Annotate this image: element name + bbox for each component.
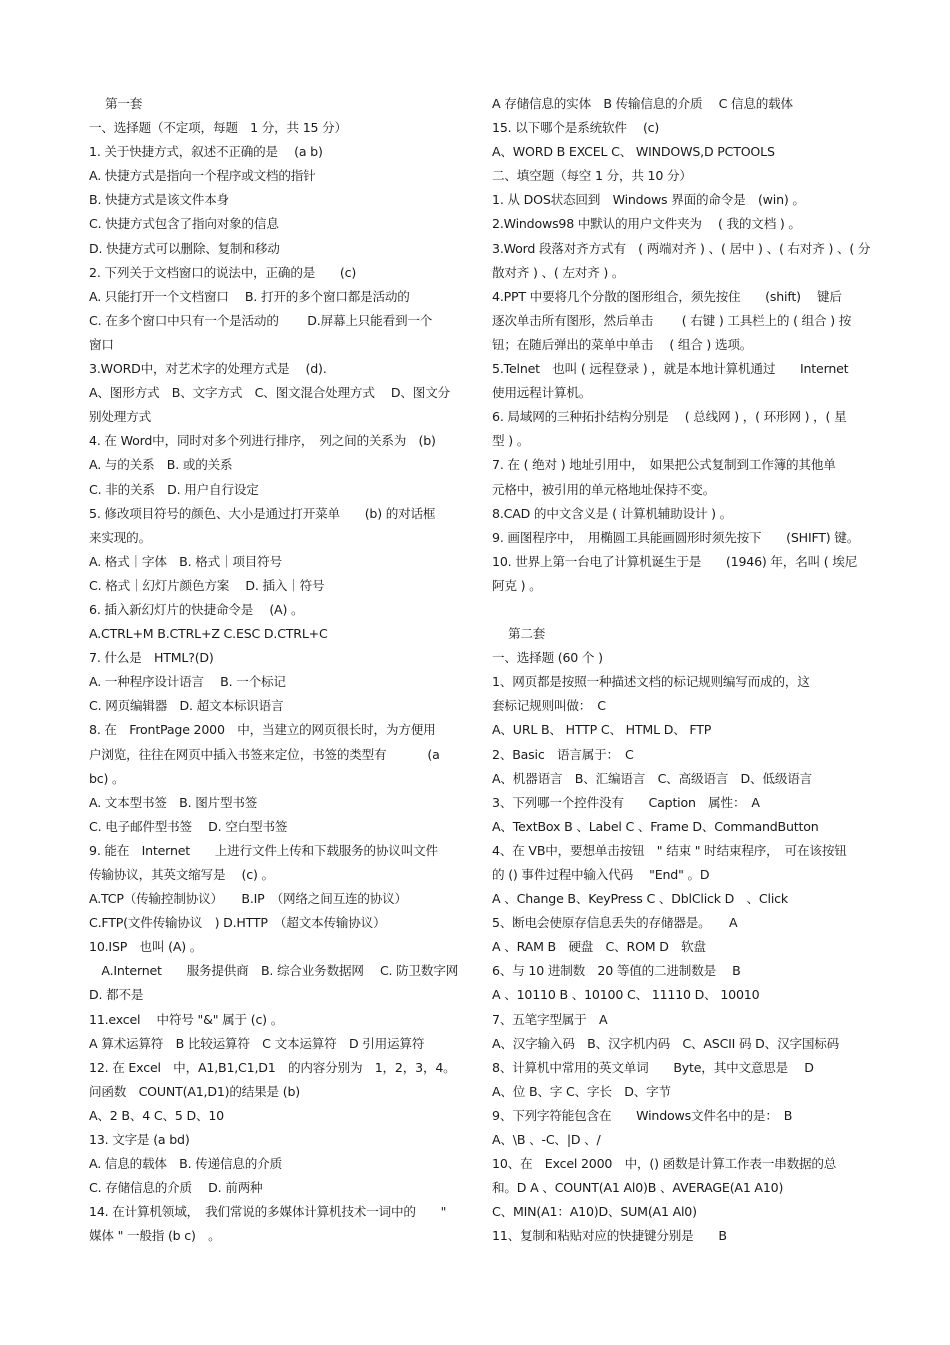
text-line: A、位 B、字 C、字长 D、字节 — [492, 1083, 671, 1099]
text-line: A. 格式｜字体 B. 格式｜项目符号 — [89, 553, 282, 569]
text-line: 5.Telnet 也叫 ( 远程登录 ) ，就是本地计算机通过 Internet — [492, 361, 849, 377]
text-line: 9. 能在 Internet 上进行文件上传和下载服务的协议叫文件 — [89, 842, 438, 858]
text-line: 2.Windows98 中默认的用户文件夹为 ( 我的文档 ) 。 — [492, 216, 801, 232]
text-line: C. 电子邮件型书签 D. 空白型书签 — [89, 818, 288, 834]
text-line: A 、RAM B 硬盘 C、ROM D 软盘 — [492, 939, 706, 955]
text-line: A.TCP（传输控制协议） B.IP （网络之间互连的协议） — [89, 891, 407, 907]
text-line: 2、Basic 语言属于： C — [492, 746, 634, 762]
text-line: 媒体 " 一般指 (b c) 。 — [89, 1228, 221, 1244]
text-line: 7、五笔字型属于 A — [492, 1011, 608, 1027]
text-line: 一、选择题 (60 个 ) — [492, 650, 603, 666]
text-line: 10.ISP 也叫 (A) 。 — [89, 939, 203, 955]
text-line: A 存储信息的实体 B 传输信息的介质 C 信息的载体 — [492, 96, 793, 111]
text-line: D. 快捷方式可以删除、复制和移动 — [89, 240, 280, 256]
text-line: C. 非的关系 D. 用户自行设定 — [89, 481, 259, 497]
text-line: C. 格式｜幻灯片颜色方案 D. 插入｜符号 — [89, 577, 325, 593]
text-line: C、MIN(A1：A10)D、SUM(A1 Al0) — [492, 1204, 697, 1220]
text-line: 窗口 — [89, 336, 114, 352]
text-line: A. 一种程序设计语言 B. 一个标记 — [89, 674, 286, 690]
text-line: A、2 B、4 C、5 D、10 — [89, 1107, 224, 1123]
text-line: C. 在多个窗口中只有一个是活动的 D.屏幕上只能看到一个 — [89, 312, 433, 328]
text-line: 使用远程计算机。 — [492, 385, 592, 401]
text-line: 1. 从 DOS状态回到 Windows 界面的命令是 (win) 。 — [492, 192, 805, 208]
text-line: 5. 修改项目符号的颜色、大小是通过打开菜单 (b) 的对话框 — [89, 505, 436, 521]
text-line: A. 信息的载体 B. 传递信息的介质 — [89, 1156, 282, 1172]
right-column — [492, 92, 871, 1249]
text-line: 逐次单击所有图形，然后单击 ( 右键 ) 工具栏上的 ( 组合 ) 按 — [492, 312, 852, 328]
text-line: 6. 插入新幻灯片的快捷命令是 (A) 。 — [89, 601, 304, 617]
text-line: 2. 下列关于文档窗口的说法中，正确的是 (c) — [89, 264, 357, 280]
text-line: 8、计算机中常用的英文单词 Byte，其中文意思是 D — [492, 1059, 814, 1075]
text-line: 一、选择题（不定项，每题 1 分，共 15 分） — [89, 120, 347, 136]
text-line: A、汉字输入码 B、汉字机内码 C、ASCII 码 D、汉字国标码 — [492, 1035, 840, 1051]
text-line: 7. 什么是 HTML?(D) — [89, 650, 214, 666]
text-line: 1、网页都是按照一种描述文档的标记规则编写而成的，这 — [492, 674, 810, 690]
text-line: A. 快捷方式是指向一个程序或文档的指针 — [89, 168, 316, 184]
text-line: 4. 在 Word中，同时对多个列进行排序， 列之间的关系为 (b) — [89, 433, 436, 449]
text-line: 7. 在 ( 绝对 ) 地址引用中， 如果把公式复制到工作簿的其他单 — [492, 457, 836, 473]
text-line: A. 与的关系 B. 或的关系 — [89, 457, 233, 473]
text-line: 问函数 COUNT(A1,D1)的结果是 (b) — [89, 1083, 300, 1099]
text-line: 4.PPT 中要将几个分散的图形组合，须先按住 (shift) 键后 — [492, 288, 842, 304]
text-line: 15. 以下哪个是系统软件 (c) — [492, 120, 660, 136]
text-line: 9、下列字符能包含在 Windows文件名中的是： B — [492, 1107, 793, 1123]
text-line: 6、与 10 进制数 20 等值的二进制数是 B — [492, 963, 741, 979]
text-line: 3.WORD中，对艺术字的处理方式是 (d). — [89, 361, 327, 377]
text-line: 9. 画图程序中， 用椭圆工具能画圆形时须先按下 (SHIFT) 键。 — [492, 529, 860, 545]
left-column — [89, 92, 465, 1249]
text-line: A.CTRL+M B.CTRL+Z C.ESC D.CTRL+C — [89, 626, 328, 642]
text-line: 6. 局域网的三种拓扑结构分别是 ( 总线网 ) ，( 环形网 ) ，( 星 — [492, 409, 847, 425]
text-line: 3、下列哪一个控件没有 Caption 属性： A — [492, 794, 760, 810]
text-line: 别处理方式 — [89, 409, 151, 425]
text-line: A. 文本型书签 B. 图片型书签 — [89, 794, 258, 810]
text-line: A、机器语言 B、汇编语言 C、高级语言 D、低级语言 — [492, 770, 813, 786]
text-line: 散对齐 ) 、( 左对齐 ) 。 — [492, 264, 625, 280]
text-line: 二、填空题（每空 1 分，共 10 分） — [492, 168, 692, 184]
text-line: A 、Change B、KeyPress C 、DblClick D 、Click — [492, 891, 788, 907]
text-line: B. 快捷方式是该文件本身 — [89, 192, 229, 208]
text-line: 14. 在计算机领域， 我们常说的多媒体计算机技术一词中的 " — [89, 1204, 447, 1220]
text-line: A 、10110 B 、10100 C、 11110 D、 10010 — [492, 987, 760, 1003]
text-line: A、图形方式 B、文字方式 C、图文混合处理方式 D、图文分 — [89, 385, 450, 401]
text-line: 型 ) 。 — [492, 433, 530, 449]
text-line: A 算术运算符 B 比较运算符 C 文本运算符 D 引用运算符 — [89, 1035, 425, 1051]
text-line: 钮；在随后弹出的菜单中单击 ( 组合 ) 选项。 — [492, 336, 753, 352]
section-heading: 第二套 — [508, 626, 546, 642]
text-line: 3.Word 段落对齐方式有 ( 两端对齐 ) 、( 居中 ) 、( 右对齐 ) 、( 分 — [492, 240, 871, 256]
text-line: C. 网页编辑器 D. 超文本标识语言 — [89, 698, 284, 714]
text-line: C.FTP(文件传输协议 ) D.HTTP （超文本传输协议） — [89, 915, 386, 931]
text-line: 10. 世界上第一台电了计算机诞生于是 (1946) 年，名叫 ( 埃尼 — [492, 553, 858, 569]
text-line: 阿克 ) 。 — [492, 577, 542, 593]
text-line: A、\B 、-C、|D 、/ — [492, 1132, 601, 1148]
text-line: 套标记规则叫做： C — [492, 698, 606, 714]
text-line: A.Internet 服务提供商 B. 综合业务数据网 C. 防卫数字网 — [89, 963, 459, 979]
text-line: 元格中，被引用的单元格地址保持不变。 — [492, 481, 716, 497]
text-line: 8.CAD 的中文含义是 ( 计算机辅助设计 ) 。 — [492, 505, 733, 521]
text-line: C. 存储信息的介质 D. 前两种 — [89, 1180, 263, 1196]
text-line: 户浏览，往往在网页中插入书签来定位，书签的类型有 (a — [89, 746, 440, 762]
text-line: 12. 在 Excel 中，A1,B1,C1,D1 的内容分别为 1，2，3，4。 — [89, 1059, 456, 1075]
text-line: 1. 关于快捷方式，叙述不正确的是 (a b) — [89, 144, 323, 160]
text-line: 和。D A 、COUNT(A1 Al0)B 、AVERAGE(A1 A10) — [492, 1180, 784, 1196]
text-line: 11.excel 中符号 "&" 属于 (c) 。 — [89, 1011, 284, 1027]
text-line: D. 都不是 — [89, 987, 144, 1003]
text-line: 10、在 Excel 2000 中，() 函数是计算工作表一串数据的总 — [492, 1156, 837, 1172]
text-line: 8. 在 FrontPage 2000 中，当建立的网页很长时，为方便用 — [89, 722, 436, 738]
text-line: bc) 。 — [89, 770, 125, 786]
text-line: A、TextBox B 、Label C 、Frame D、CommandButton — [492, 818, 819, 834]
text-line: A、WORD B EXCEL C、 WINDOWS,D PCTOOLS — [492, 144, 775, 160]
text-line: 5、断电会使原存信息丢失的存储器是。 A — [492, 915, 738, 931]
text-line: 来实现的。 — [89, 529, 151, 545]
text-line: A、URL B、 HTTP C、 HTML D、 FTP — [492, 722, 712, 738]
text-line: A. 只能打开一个文档窗口 B. 打开的多个窗口都是活动的 — [89, 288, 410, 304]
text-line: 的 () 事件过程中输入代码 "End" 。D — [492, 867, 710, 882]
text-line: 13. 文字是 (a bd) — [89, 1132, 190, 1148]
text-line: 传输协议，其英文缩写是 (c) 。 — [89, 867, 274, 882]
text-line: 11、复制和粘贴对应的快捷键分别是 B — [492, 1228, 727, 1244]
section-heading: 第一套 — [105, 96, 143, 111]
text-line: C. 快捷方式包含了指向对象的信息 — [89, 216, 279, 232]
text-line: 4、在 VB中，要想单击按钮 " 结束 " 时结束程序， 可在该按钮 — [492, 842, 847, 858]
blank-line — [492, 598, 866, 622]
